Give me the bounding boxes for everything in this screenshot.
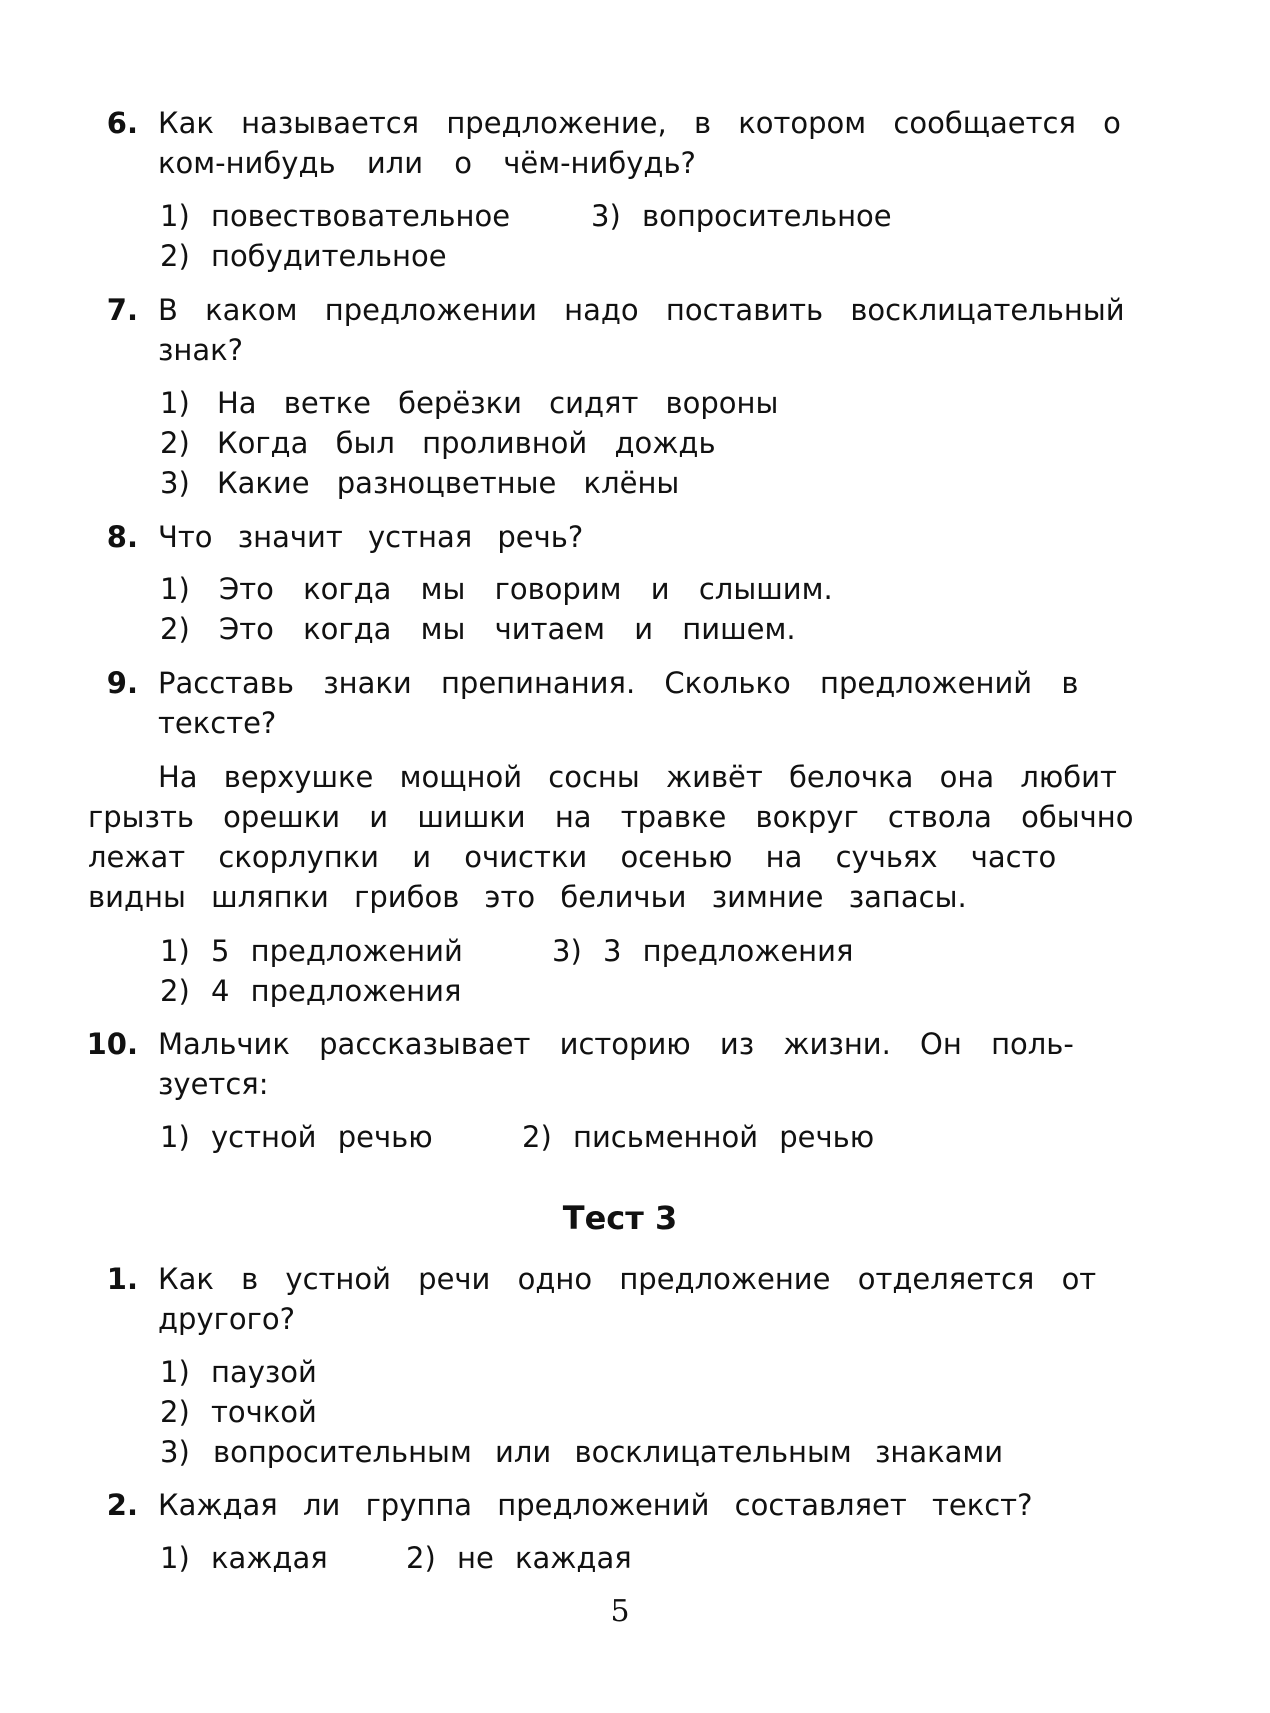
answer-option: 2) не каждая bbox=[406, 1541, 632, 1575]
passage-line: грызть орешки и шишки на травке вокруг ствола обычно bbox=[88, 800, 1134, 834]
answer-option: 2) Когда был проливной дождь bbox=[160, 426, 716, 460]
question-text-line: В каком предложении надо поставить восклицательный bbox=[158, 293, 1125, 327]
question-number: 7. bbox=[106, 293, 138, 327]
answer-option: 2) точкой bbox=[160, 1395, 317, 1429]
passage-line: видны шляпки грибов это беличьи зимние запасы. bbox=[88, 880, 967, 914]
answer-option: 1) устной речью bbox=[160, 1120, 433, 1154]
answer-option: 3) вопросительное bbox=[591, 199, 892, 233]
answer-option: 3) вопросительным или восклицательным знаками bbox=[160, 1435, 1004, 1469]
question-text-line: другого? bbox=[158, 1302, 295, 1336]
question-number: 2. bbox=[106, 1488, 138, 1522]
passage-line: На верхушке мощной сосны живёт белочка она любит bbox=[158, 760, 1117, 794]
question-number: 1. bbox=[106, 1262, 138, 1296]
page-number: 5 bbox=[610, 1594, 630, 1629]
answer-option: 1) На ветке берёзки сидят вороны bbox=[160, 386, 779, 420]
question-text-line: Каждая ли группа предложений составляет текст? bbox=[158, 1488, 1033, 1522]
answer-option: 1) 5 предложений bbox=[160, 934, 463, 968]
answer-option: 2) побудительное bbox=[160, 239, 447, 273]
answer-option: 3) Какие разноцветные клёны bbox=[160, 466, 680, 500]
answer-option: 3) 3 предложения bbox=[552, 934, 854, 968]
passage-line: лежат скорлупки и очистки осенью на сучьях часто bbox=[88, 840, 1057, 874]
answer-option: 1) каждая bbox=[160, 1541, 328, 1575]
question-text-line: тексте? bbox=[158, 706, 277, 740]
answer-option: 2) 4 предложения bbox=[160, 974, 462, 1008]
question-text-line: Мальчик рассказывает историю из жизни. Он поль- bbox=[158, 1027, 1074, 1061]
answer-option: 2) письменной речью bbox=[522, 1120, 875, 1154]
question-text-line: зуется: bbox=[158, 1067, 269, 1101]
answer-option: 1) Это когда мы говорим и слышим. bbox=[160, 572, 833, 606]
answer-option: 1) паузой bbox=[160, 1355, 317, 1389]
question-number: 9. bbox=[106, 666, 138, 700]
question-number: 10. bbox=[86, 1027, 138, 1061]
question-number: 6. bbox=[106, 106, 138, 140]
question-text bbox=[158, 103, 1148, 143]
answer-option: 2) Это когда мы читаем и пишем. bbox=[160, 612, 796, 646]
answer-option: 1) повествовательное bbox=[160, 199, 511, 233]
question-text-line: Что значит устная речь? bbox=[158, 520, 584, 554]
question-text-line: Расставь знаки препинания. Сколько предложений в bbox=[158, 666, 1079, 700]
question-text-line: Как в устной речи одно предложение отделяется от bbox=[158, 1262, 1097, 1296]
section-title: Тест 3 bbox=[562, 1199, 678, 1237]
question-text-line: ком-нибудь или о чём-нибудь? bbox=[158, 146, 696, 180]
question-number: 8. bbox=[106, 520, 138, 554]
question-text-line: знак? bbox=[158, 333, 244, 367]
question-text-line: Как называется предложение, в котором сообщается о bbox=[158, 106, 1121, 140]
